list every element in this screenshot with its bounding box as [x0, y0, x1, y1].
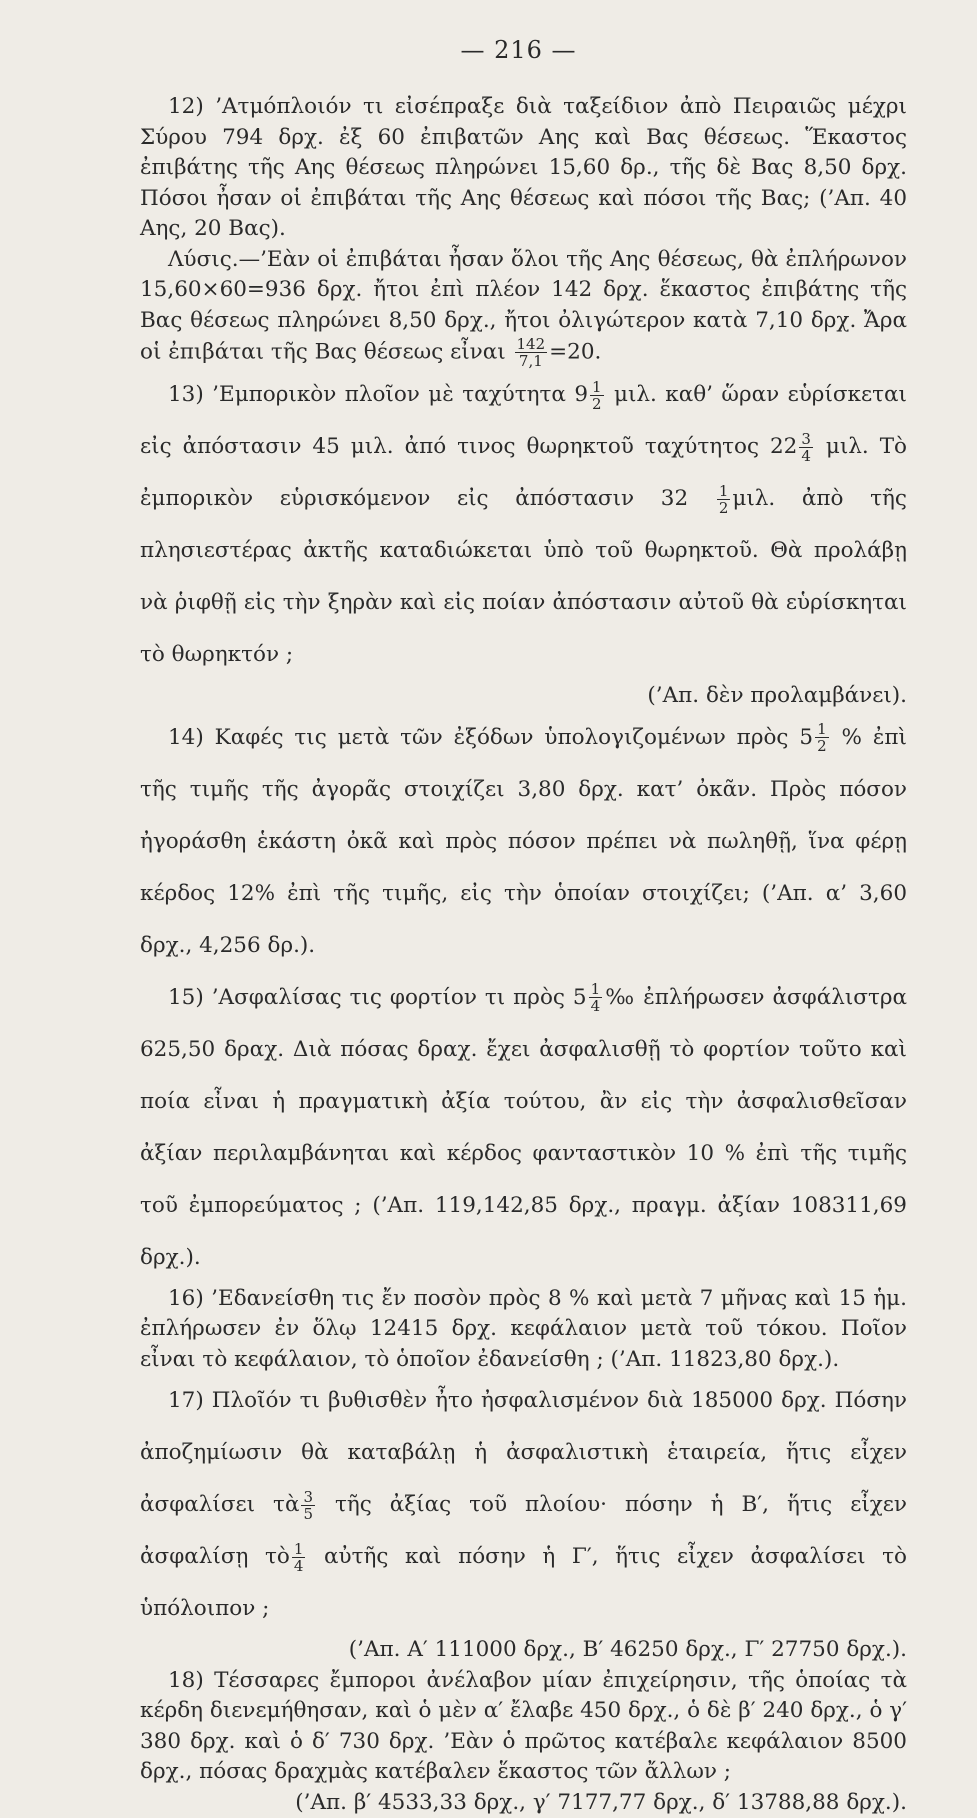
fraction-numerator: 3: [301, 1489, 315, 1506]
text-segment: μιλ. ἀπὸ τῆς πλησιεστέρας ἀκτῆς καταδιώκεται ὑπὸ τοῦ θωρηκτοῦ. Θὰ προλάβῃ νὰ ῥιφθῇ εἰς τὴν ξηρὰν καὶ εἰς ποίαν ἀπόστασιν αὐτοῦ θὰ εὑρίσκηται τὸ θωρηκτόν ;: [140, 486, 907, 667]
problem-16-text: 16) ’Εδανείσθη τις ἔν ποσὸν πρὸς 8 % καὶ μετὰ 7 μῆνας καὶ 15 ἡμ. ἐπλήρωσεν ἐν ὅλῳ 12415 δρχ. κεφάλαιον μετὰ τοῦ τόκου. Ποῖον εἶναι τὸ κεφάλαιον, τὸ ὁποῖον ἐδανείσθη ; (’Απ. 11823,80 δρχ.).: [140, 1284, 907, 1376]
fraction-denominator: 5: [301, 1506, 315, 1522]
text-segment: τῆς ἀξίας τοῦ πλοίου· πόσην ἡ Β′, ἥτις εἶχεν ἀσφαλίσῃ τὸ: [140, 1492, 907, 1569]
fraction: [515, 336, 548, 369]
text-segment: 15) ’Ασφαλίσας τις φορτίον τι πρὸς 5: [168, 985, 587, 1010]
fraction-denominator: 4: [292, 1558, 306, 1574]
fraction-numerator: 1: [589, 981, 603, 998]
problem-13: [140, 369, 907, 712]
text-segment: μιλ. Τὸ ἐμπορικὸν εὑρισκόμενον εἰς ἀπόστασιν 32: [140, 434, 907, 511]
text-segment: % ἐπὶ τῆς τιμῆς τῆς ἀγορᾶς στοιχίζει 3,80 δρχ. κατ’ ὀκᾶν. Πρὸς πόσον ἠγοράσθη ἑκάστη ὀκᾶ καὶ πρὸς πόσον πρέπει νὰ πωληθῇ, ἵνα φέρῃ κέρδος 12% ἐπὶ τῆς τιμῆς, εἰς τὴν ὁποίαν στοιχίζει; (’Απ. α’ 3,60 δρχ., 4,256 δρ.).: [140, 725, 907, 958]
fraction: [589, 981, 603, 1014]
fraction: [292, 1541, 306, 1574]
problem-17-answer: (’Απ. Α′ 111000 δρχ., Β′ 46250 δρχ., Γ′ 27750 δρχ.).: [140, 1635, 907, 1666]
text-segment: 17) Πλοῖόν τι βυθισθὲν ἦτο ἠσφαλισμένον διὰ 185000 δρχ. Πόσην ἀποζημίωσιν θὰ καταβάλῃ ἡ ἀσφαλιστικὴ ἑταιρεία, ἥτις εἶχεν ἀσφαλίσει τὰ: [140, 1388, 907, 1517]
problem-18: [140, 1666, 907, 1818]
text-segment: 14) Καφές τις μετὰ τῶν ἐξόδων ὑπολογιζομένων πρὸς 5: [168, 725, 813, 750]
fraction: [815, 721, 829, 754]
fraction-denominator: 2: [815, 738, 829, 754]
problem-12-solution: [140, 245, 907, 370]
fraction-denominator: 7,1: [515, 353, 548, 369]
text-segment: ‰ ἐπλήρωσεν ἀσφάλιστρα 625,50 δραχ. Διὰ πόσας δραχ. ἔχει ἀσφαλισθῇ τὸ φορτίον τοῦτο καὶ ποία εἶναι ἡ πραγματικὴ ἀξία τούτου, ἂν εἰς τὴν ἀσφαλισθεῖσαν ἀξίαν περιλαμβάνηται καὶ κέρδος φανταστικὸν 10 % ἐπὶ τῆς τιμῆς τοῦ ἐμπορεύματος ; (’Απ. 119,142,85 δρχ., πραγμ. ἀξίαν 108311,69 δρχ.).: [140, 985, 907, 1270]
problem-18-answer: (’Απ. β′ 4533,33 δρχ., γ′ 7177,77 δρχ., δ′ 13788,88 δρχ.).: [140, 1788, 907, 1818]
problem-15: [140, 972, 907, 1284]
problem-17: [140, 1375, 907, 1666]
problem-15-text: [140, 972, 907, 1284]
problem-12-text: 12) ’Ατμόπλοιόν τι εἰσέπραξε διὰ ταξείδιον ἀπὸ Πειραιῶς μέχρι Σύρου 794 δρχ. ἐξ 60 ἐπιβατῶν Αης καὶ Βας θέσεως. Ἕκαστος ἐπιβάτης τῆς Αης θέσεως πληρώνει 15,60 δρ., τῆς δὲ Βας 8,50 δρχ. Πόσοι ἦσαν οἱ ἐπιβάται τῆς Αης θέσεως καὶ πόσοι τῆς Βας; (’Απ. 40 Αης, 20 Βας).: [140, 92, 907, 245]
solution-text: Λύσις.—’Εὰν οἱ ἐπιβάται ἦσαν ὅλοι τῆς Αης θέσεως, θὰ ἐπλήρωνον 15,60×60=936 δρχ. ἤτοι ἐπὶ πλέον 142 δρχ. ἕκαστος ἐπιβάτης τῆς Βας θέσεως πληρώνει 8,50 δρχ., ἤτοι ὀλιγώτερον κατὰ 7,10 δρχ. Ἄρα οἱ ἐπιβάται τῆς Βας θέσεως εἶναι: [140, 247, 907, 365]
fraction: [799, 431, 813, 464]
problem-18-text: 18) Τέσσαρες ἔμποροι ἀνέλαβον μίαν ἐπιχείρησιν, τῆς ὁποίας τὰ κέρδη διενεμήθησαν, καὶ ὁ μὲν α′ ἔλαβε 450 δρχ., ὁ δὲ β′ 240 δρχ., ὁ γ′ 380 δρχ. καὶ ὁ δ′ 730 δρχ. ’Εὰν ὁ πρῶτος κατέβαλε κεφάλαιον 8500 δρχ., πόσας δραχμὰς κατέβαλεν ἕκαστος τῶν ἄλλων ;: [140, 1666, 907, 1788]
problem-16: [140, 1284, 907, 1376]
fraction-numerator: 142: [515, 336, 548, 353]
problem-13-answer: (’Απ. δὲν προλαμβάνει).: [140, 681, 907, 712]
problem-14: [140, 712, 907, 972]
fraction-denominator: 2: [717, 500, 731, 516]
fraction-numerator: 1: [815, 721, 829, 738]
problem-12: [140, 92, 907, 369]
text-segment: 13) ’Εμπορικὸν πλοῖον μὲ ταχύτητα 9: [168, 382, 588, 407]
problem-17-text: [140, 1375, 907, 1635]
fraction-numerator: 1: [717, 483, 731, 500]
text-segment: μιλ. καθ’ ὥραν εὑρίσκεται εἰς ἀπόστασιν 45 μιλ. ἀπό τινος θωρηκτοῦ ταχύτητος 22: [140, 382, 907, 459]
fraction-denominator: 4: [799, 448, 813, 464]
fraction: [717, 483, 731, 516]
text-segment: αὐτῆς καὶ πόσην ἡ Γ′, ἥτις εἶχεν ἀσφαλίσει τὸ ὑπόλοιπον ;: [140, 1544, 907, 1621]
fraction-denominator: 2: [590, 396, 604, 412]
fraction-numerator: 3: [799, 431, 813, 448]
fraction-denominator: 4: [589, 998, 603, 1014]
problem-14-text: [140, 712, 907, 972]
fraction-numerator: 1: [292, 1541, 306, 1558]
page-number: — 216 —: [140, 36, 907, 64]
fraction: [301, 1489, 315, 1522]
fraction: [590, 379, 604, 412]
fraction-numerator: 1: [590, 379, 604, 396]
solution-result: =20.: [549, 340, 601, 365]
problem-13-text: [140, 369, 907, 681]
